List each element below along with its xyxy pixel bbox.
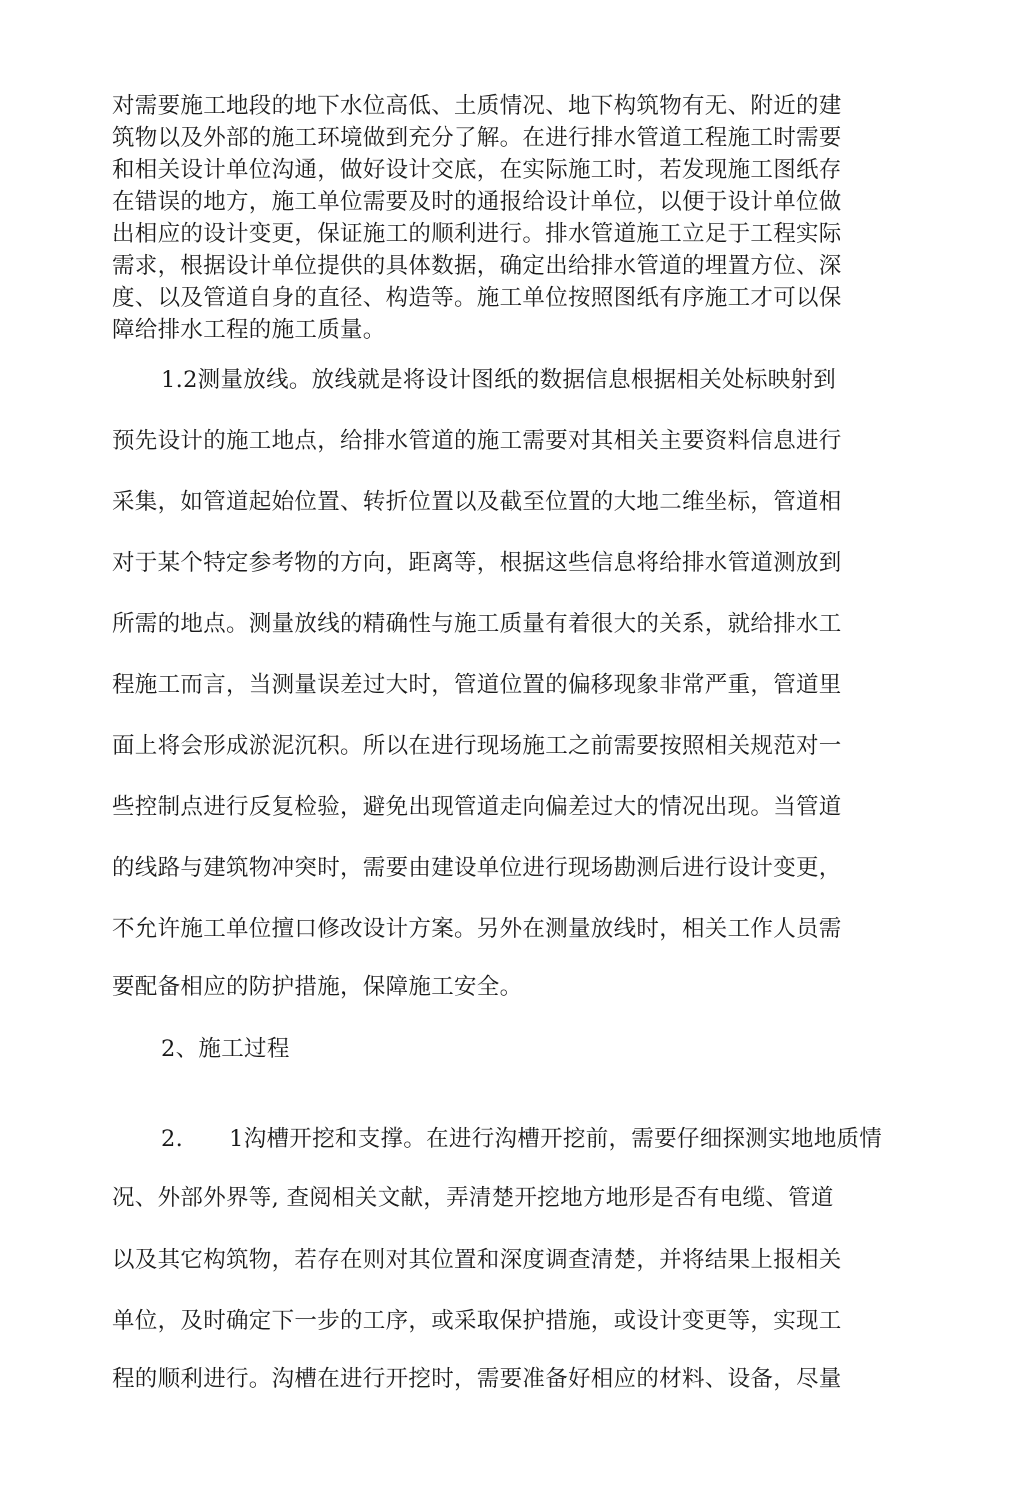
paragraph-line: 对需要施工地段的地下水位高低、土质情况、地下构筑物有无、附近的建 <box>112 93 842 119</box>
paragraph-line: 障给排水工程的施工质量。 <box>112 317 386 343</box>
paragraph-line: 不允许施工单位擅口修改设计方案。另外在测量放线时，相关工作人员需 <box>112 916 842 942</box>
paragraph-line: 和相关设计单位沟通，做好设计交底，在实际施工时，若发现施工图纸存 <box>112 157 842 183</box>
paragraph-line: 采集，如管道起始位置、转折位置以及截至位置的大地二维坐标，管道相 <box>112 489 842 515</box>
paragraph-line: 的线路与建筑物冲突时，需要由建设单位进行现场勘测后进行设计变更， <box>112 855 842 881</box>
paragraph-line: 程的顺利进行。沟槽在进行开挖时，需要准备好相应的材料、设备，尽量 <box>112 1366 842 1392</box>
paragraph-line: 以及其它构筑物，若存在则对其位置和深度调查清楚，并将结果上报相关 <box>112 1247 842 1273</box>
paragraph-line: 需求，根据设计单位提供的具体数据，确定出给排水管道的埋置方位、深 <box>112 253 842 279</box>
paragraph-line: 1.2测量放线。放线就是将设计图纸的数据信息根据相关处标映射到 <box>161 367 837 393</box>
section-number: 2. <box>161 1126 184 1152</box>
paragraph-line: 筑物以及外部的施工环境做到充分了解。在进行排水管道工程施工时需要 <box>112 125 842 151</box>
paragraph-line: 对于某个特定参考物的方向，距离等，根据这些信息将给排水管道测放到 <box>112 550 842 576</box>
paragraph-line: 要配备相应的防护措施，保障施工安全。 <box>112 974 523 1000</box>
paragraph-line: 出相应的设计变更，保证施工的顺利进行。排水管道施工立足于工程实际 <box>112 221 842 247</box>
paragraph-line: 程施工而言，当测量误差过大时，管道位置的偏移现象非常严重，管道里 <box>112 672 842 698</box>
paragraph-line: 单位，及时确定下一步的工序，或采取保护措施，或设计变更等，实现工 <box>112 1308 842 1334</box>
paragraph-text: 1沟槽开挖和支撑。在进行沟槽开挖前，需要仔细探测实地地质情 <box>229 1126 883 1152</box>
paragraph-line: 所需的地点。测量放线的精确性与施工质量有着很大的关系，就给排水工 <box>112 611 842 637</box>
paragraph-line: 预先设计的施工地点，给排水管道的施工需要对其相关主要资料信息进行 <box>112 428 842 454</box>
paragraph-line: 些控制点进行反复检验，避免出现管道走向偏差过大的情况出现。当管道 <box>112 794 842 820</box>
paragraph-line <box>161 1121 882 1153</box>
section-heading: 2、施工过程 <box>161 1036 290 1062</box>
paragraph-line: 在错误的地方，施工单位需要及时的通报给设计单位，以便于设计单位做 <box>112 189 842 215</box>
paragraph-line: 度、以及管道自身的直径、构造等。施工单位按照图纸有序施工才可以保 <box>112 285 842 311</box>
paragraph-line: 面上将会形成淤泥沉积。所以在进行现场施工之前需要按照相关规范对一 <box>112 733 842 759</box>
paragraph-line: 况、外部外界等, 查阅相关文献，弄清楚开挖地方地形是否有电缆、管道 <box>112 1185 834 1211</box>
